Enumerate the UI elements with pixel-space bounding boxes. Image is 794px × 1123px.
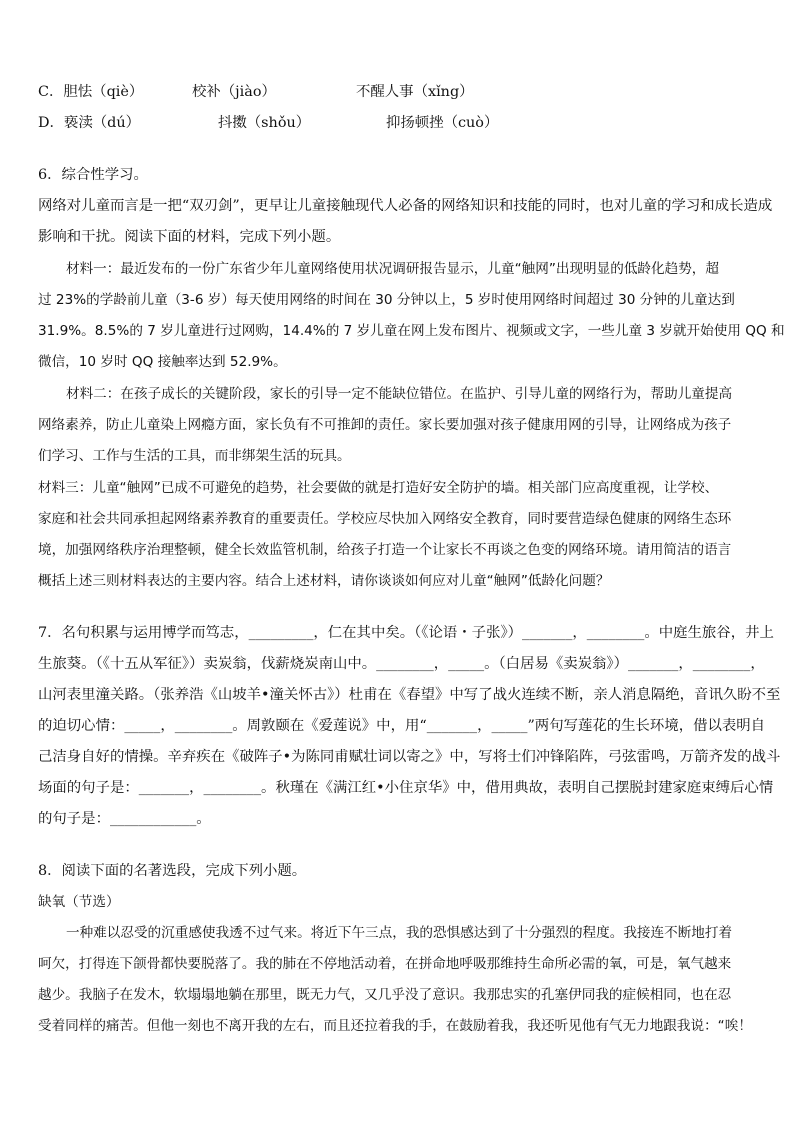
q7-line: 的迫切心情：_____，________。周敦颐在《爱莲说》中，用“_______，_____”两句写莲花的生长环境，借以表明自 <box>38 718 766 734</box>
q7-line: 生旅葵。（《十五从军征》）卖炭翁，伐薪烧炭南山中。________，_____。（白居易《卖炭翁》）_______，________， <box>38 656 765 672</box>
material-1-line: 材料一：最近发布的一份广东省少年儿童网络使用状况调研报告显示，儿童“触网”出现明显的低龄化趋势，超 <box>66 261 719 277</box>
material-3-line: 材料三：儿童“触网”已成不可避免的趋势，社会要做的就是打造好安全防护的墙。相关部门应高度重视，让学校、 <box>38 480 719 496</box>
material-2-line: 材料二：在孩子成长的关键阶段，家长的引导一定不能缺位错位。在监护、引导儿童的网络行为，帮助儿童提高 <box>66 386 733 402</box>
q7-line: 7．名句积累与运用博学而笃志，_________，仁在其中矣。（《论语・子张》）_______，________。中庭生旅谷，井上 <box>38 625 774 641</box>
option-c-b: 校补（jiào） <box>192 84 276 100</box>
material-3-line: 家庭和社会共同承担起网络素养教育的重要责任。学校应尽快加入网络安全教育，同时要营造绿色健康的网络生态环 <box>38 511 732 527</box>
passage-line: 一种难以忍受的沉重感使我透不过气来。将近下午三点，我的恐惧感达到了十分强烈的程度。我接连不断地打着 <box>66 925 733 941</box>
q7-line: 己洁身自好的情操。辛弃疾在《破阵子•为陈同甫赋壮词以寄之》中，写将士们冲锋陷阵，弓弦雷鸣，万箭齐发的战斗 <box>38 749 781 765</box>
material-2-line: 网络素养，防止儿童染上网瘾方面，家长负有不可推卸的责任。家长要加强对孩子健康用网的引导，让网络成为孩子 <box>38 417 732 433</box>
material-3-line: 境，加强网络秩序治理整顿，健全长效监管机制，给孩子打造一个让家长不再谈之色变的网络环境。请用简洁的语言 <box>38 542 732 558</box>
passage-subtitle: 缺氧（节选） <box>38 894 120 910</box>
option-d-a: D．亵渎（dú） <box>38 115 140 131</box>
passage-line: 越少。我脑子在发木，软塌塌地躺在那里，既无力气，又几乎没了意识。我那忠实的孔塞伊同我的症候相同，也在忍 <box>38 987 732 1003</box>
q7-line: 山河表里潼关路。（张养浩《山坡羊•潼关怀古》）杜甫在《春望》中写了战火连续不断，亲人消息隔绝，音讯久盼不至 <box>38 687 781 703</box>
option-c-c: 不醒人事（xǐng） <box>356 84 474 100</box>
material-1-line: 微信，10 岁时 QQ 接触率达到 52.9%。 <box>38 354 287 370</box>
option-d-c: 抑扬顿挫（cuò） <box>386 115 499 131</box>
option-d-b: 抖擞（shǒu） <box>218 115 311 131</box>
q7-line: 场面的句子是：_______，________。秋瑾在《满江红•小住京华》中，借用典故，表明自己摆脱封建家庭束缚后心情 <box>38 780 774 796</box>
passage-line: 呵欠，打得连下颌骨都快要脱落了。我的肺在不停地活动着，在拼命地呼吸那维持生命所必需的氧，可是，氧气越来 <box>38 956 732 972</box>
material-2-line: 们学习、工作与生活的工具，而非绑架生活的玩具。 <box>38 448 351 464</box>
material-3-line: 概括上述三则材料表达的主要内容。结合上述材料，请你谈谈如何应对儿童“触网”低龄化问题？ <box>38 573 610 589</box>
material-1-line: 过 23%的学龄前儿童（3-6 岁）每天使用网络的时间在 30 分钟以上，5 岁时使用网络时间超过 30 分钟的儿童达到 <box>38 292 735 308</box>
q8-title: 8．阅读下面的名著选段，完成下列小题。 <box>38 863 307 879</box>
q6-intro-line: 影响和干扰。阅读下面的材料，完成下列小题。 <box>38 229 341 245</box>
option-c-a: C．胆怯（qiè） <box>38 84 144 100</box>
material-1-line: 31.9%。8.5%的 7 岁儿童进行过网购，14.4%的 7 岁儿童在网上发布图片、视频或文字，一些儿童 3 岁就开始使用 QQ 和 <box>38 323 785 339</box>
q6-intro-line: 网络对儿童而言是一把“双刃剑”，更早让儿童接触现代人必备的网络知识和技能的同时，也对儿童的学习和成长造成 <box>38 198 773 214</box>
q7-line: 的句子是：____________。 <box>38 811 211 827</box>
q6-title: 6．综合性学习。 <box>38 167 148 183</box>
passage-line: 受着同样的痛苦。但他一刻也不离开我的左右，而且还拉着我的手，在鼓励着我，我还听见他有气无力地跟我说：“唉！ <box>38 1018 752 1034</box>
